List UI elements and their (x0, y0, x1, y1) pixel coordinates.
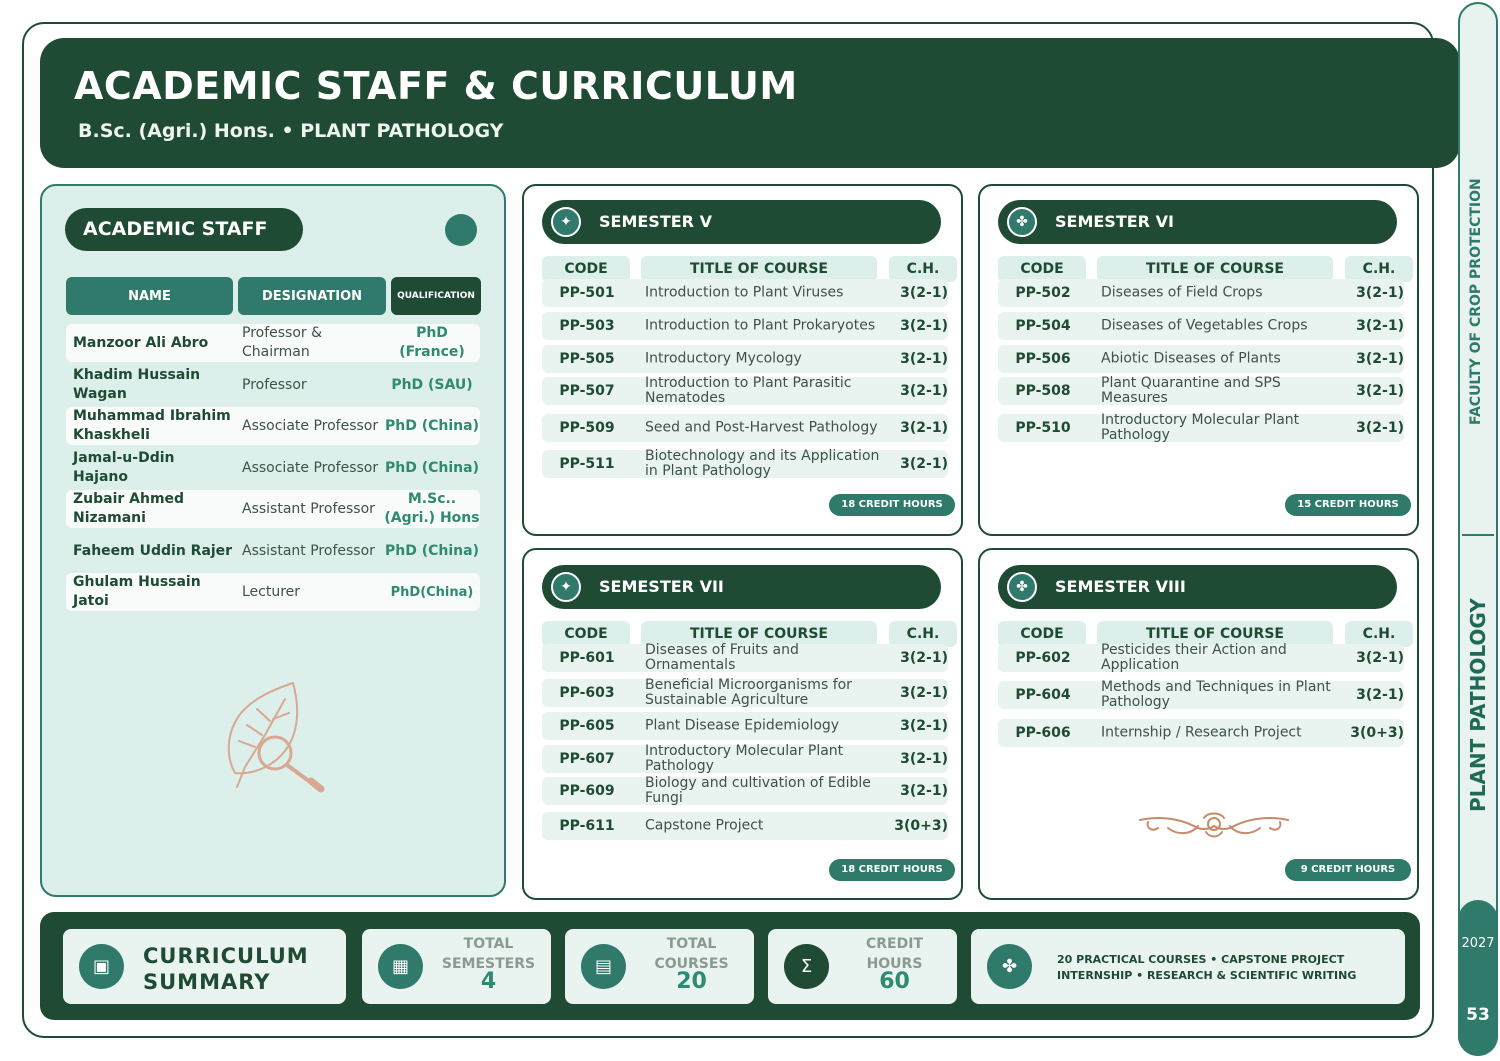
calendar-icon: ▦ (378, 944, 423, 989)
credit-hours-box (768, 929, 957, 1004)
course-row (542, 312, 948, 340)
course-code: PP-604 (1015, 687, 1071, 703)
staff-qualification: PhD (France) (399, 325, 465, 360)
strip-divider (1462, 534, 1494, 536)
col-header-name: NAME (66, 277, 233, 315)
course-title: Biology and cultivation of Edible Fungi (645, 775, 871, 806)
col-header-title: TITLE OF COURSE (641, 621, 877, 647)
staff-designation: Assistant Professor (242, 542, 375, 559)
course-credit-hours: 3(2-1) (900, 783, 948, 799)
total-semesters-value: 4 (480, 969, 497, 994)
course-title: Diseases of Vegetables Crops (1101, 317, 1308, 334)
col-header-designation: DESIGNATION (238, 277, 386, 315)
total-courses-value: 20 (676, 969, 707, 994)
course-row (542, 279, 948, 307)
col-header-ch: C.H. (889, 256, 957, 282)
summary-notes-box (971, 929, 1405, 1004)
staff-name: Ghulam Hussain Jatoi (73, 574, 201, 609)
course-credit-hours: 3(2-1) (1356, 687, 1404, 703)
col-header-code: CODE (998, 256, 1086, 282)
course-code: PP-502 (1015, 285, 1071, 301)
page-number: 53 (1466, 1005, 1490, 1025)
staff-row (66, 573, 480, 611)
staff-qualification: PhD (SAU) (391, 376, 473, 393)
star-icon: ✦ (551, 207, 581, 237)
col-header-code: CODE (542, 256, 630, 282)
page-subtitle: B.Sc. (Agri.) Hons. • PLANT PATHOLOGY (78, 120, 504, 142)
course-title: Plant Disease Epidemiology (645, 717, 840, 734)
credit-hours-badge: 18 CREDIT HOURS (829, 494, 955, 516)
course-code: PP-601 (559, 650, 615, 666)
staff-name: Jamal-u-Ddin Hajano (73, 450, 175, 485)
semester-header (998, 200, 1397, 244)
total-semesters-box (362, 929, 551, 1004)
course-row (542, 712, 948, 740)
clover-icon: ✤ (987, 944, 1032, 989)
course-title: Internship / Research Project (1101, 724, 1302, 741)
summary-note-2: INTERNSHIP • RESEARCH & SCIENTIFIC WRITING (1057, 969, 1357, 982)
clover-icon: ✤ (1007, 572, 1037, 602)
course-credit-hours: 3(2-1) (900, 650, 948, 666)
course-title: Plant Quarantine and SPS Measures (1101, 375, 1281, 406)
staff-qualification: PhD(China) (390, 584, 474, 600)
star-icon: ✦ (551, 572, 581, 602)
staff-designation: Associate Professor (242, 417, 379, 434)
course-credit-hours: 3(2-1) (900, 285, 948, 301)
list-icon: ▤ (581, 944, 626, 989)
total-courses-label: TOTAL COURSES (654, 936, 729, 972)
staff-designation: Lecturer (242, 583, 301, 600)
staff-qualification: M.Sc.. (Agri.) Hons (384, 491, 480, 526)
course-code: PP-508 (1015, 383, 1071, 399)
col-header-title: TITLE OF COURSE (1097, 621, 1333, 647)
course-title: Introduction to Plant Prokaryotes (645, 317, 876, 334)
page-tab (1458, 900, 1498, 1056)
staff-name: Faheem Uddin Rajer (73, 542, 233, 559)
staff-row (66, 407, 480, 445)
course-code: PP-510 (1015, 420, 1071, 436)
course-code: PP-602 (1015, 650, 1071, 666)
course-row (998, 414, 1404, 442)
col-header-title: TITLE OF COURSE (1097, 256, 1333, 282)
page-title: ACADEMIC STAFF & CURRICULUM (74, 64, 798, 108)
course-row (542, 644, 948, 672)
leaf-magnifier-icon (215, 675, 330, 795)
staff-row (66, 324, 480, 362)
course-row (998, 279, 1404, 307)
course-code: PP-503 (559, 318, 615, 334)
course-title: Diseases of Fruits and Ornamentals (645, 642, 799, 673)
course-row (542, 345, 948, 373)
course-code: PP-607 (559, 751, 615, 767)
course-title: Introduction to Plant Parasitic Nematodes (645, 375, 852, 406)
staff-name: Muhammad Ibrahim Khaskheli (73, 408, 231, 443)
staff-row (66, 366, 480, 404)
course-credit-hours: 3(2-1) (900, 751, 948, 767)
course-row (542, 377, 948, 405)
semester-title: SEMESTER VII (599, 577, 724, 596)
course-title: Capstone Project (645, 817, 764, 834)
course-title: Abiotic Diseases of Plants (1101, 350, 1281, 367)
col-header-qualification: QUALIFICATION (391, 277, 481, 315)
staff-qualification: PhD (China) (385, 542, 479, 559)
course-credit-hours: 3(2-1) (1356, 351, 1404, 367)
course-credit-hours: 3(0+3) (1350, 725, 1404, 741)
staff-qualification: PhD (China) (385, 417, 479, 434)
col-header-ch: C.H. (1345, 256, 1413, 282)
course-row (998, 345, 1404, 373)
col-header-code: CODE (542, 621, 630, 647)
course-credit-hours: 3(2-1) (1356, 420, 1404, 436)
total-courses-box (565, 929, 754, 1004)
staff-name: Manzoor Ali Abro (73, 334, 209, 351)
faculty-label: FACULTY OF CROP PROTECTION (1468, 178, 1484, 425)
course-credit-hours: 3(2-1) (900, 456, 948, 472)
course-row (998, 644, 1404, 672)
staff-name: Khadim Hussain Wagan (73, 367, 201, 402)
course-title: Pesticides their Action and Application (1101, 642, 1287, 673)
course-title: Biotechnology and its Application in Plant Pathology (645, 448, 880, 479)
course-credit-hours: 3(0+3) (894, 818, 948, 834)
course-row (998, 719, 1404, 747)
ornament-icon (1138, 810, 1290, 842)
grid-square-icon: ▣ (79, 944, 124, 989)
course-code: PP-606 (1015, 725, 1071, 741)
year-label: 2027 (1461, 936, 1495, 951)
sigma-icon: Σ (784, 944, 829, 989)
course-title: Methods and Techniques in Plant Pathology (1101, 679, 1331, 710)
course-credit-hours: 3(2-1) (1356, 650, 1404, 666)
col-header-title: TITLE OF COURSE (641, 256, 877, 282)
staff-designation: Professor & Chairman (242, 325, 323, 360)
course-code: PP-511 (559, 456, 615, 472)
staff-row (66, 490, 480, 528)
course-title: Introductory Mycology (645, 350, 802, 367)
course-code: PP-505 (559, 351, 615, 367)
course-title: Introduction to Plant Viruses (645, 284, 844, 301)
staff-designation: Associate Professor (242, 459, 379, 476)
page-header (40, 38, 1460, 168)
course-credit-hours: 3(2-1) (900, 351, 948, 367)
course-code: PP-605 (559, 718, 615, 734)
total-semesters-label: TOTAL SEMESTERS (441, 936, 536, 972)
semester-header (542, 565, 941, 609)
credit-hours-badge: 18 CREDIT HOURS (829, 859, 955, 881)
course-row (542, 745, 948, 773)
academic-staff-title: ACADEMIC STAFF (65, 208, 303, 251)
course-credit-hours: 3(2-1) (900, 318, 948, 334)
semester-title: SEMESTER V (599, 212, 712, 231)
staff-name: Zubair Ahmed Nizamani (73, 491, 185, 526)
semester-title: SEMESTER VI (1055, 212, 1174, 231)
col-header-code: CODE (998, 621, 1086, 647)
clover-icon: ✤ (1007, 207, 1037, 237)
course-credit-hours: 3(2-1) (1356, 285, 1404, 301)
credit-hours-badge: 15 CREDIT HOURS (1285, 494, 1411, 516)
course-row (542, 812, 948, 840)
course-row (542, 450, 948, 478)
semester-title: SEMESTER VIII (1055, 577, 1186, 596)
department-label: PLANT PATHOLOGY (1466, 598, 1490, 812)
summary-title: CURRICULUM SUMMARY (143, 944, 309, 994)
staff-designation: Assistant Professor (242, 500, 375, 517)
col-header-ch: C.H. (1345, 621, 1413, 647)
course-code: PP-609 (559, 783, 615, 799)
course-credit-hours: 3(2-1) (900, 383, 948, 399)
course-row (542, 414, 948, 442)
course-code: PP-504 (1015, 318, 1071, 334)
course-code: PP-611 (559, 818, 615, 834)
summary-title-box (63, 929, 346, 1004)
side-strip (1458, 2, 1498, 1056)
course-title: Introductory Molecular Plant Pathology (1101, 412, 1300, 443)
decorative-dot (445, 214, 477, 246)
course-credit-hours: 3(2-1) (900, 420, 948, 436)
summary-note-1: 20 PRACTICAL COURSES • CAPSTONE PROJECT (1057, 953, 1345, 966)
staff-qualification: PhD (China) (385, 459, 479, 476)
semester-header (998, 565, 1397, 609)
course-code: PP-509 (559, 420, 615, 436)
course-code: PP-506 (1015, 351, 1071, 367)
course-code: PP-507 (559, 383, 615, 399)
course-credit-hours: 3(2-1) (1356, 318, 1404, 334)
course-row (998, 377, 1404, 405)
staff-designation: Professor (242, 376, 307, 393)
course-code: PP-603 (559, 685, 615, 701)
credit-hours-label: CREDIT HOURS (866, 936, 923, 972)
course-credit-hours: 3(2-1) (900, 718, 948, 734)
semester-header (542, 200, 941, 244)
course-credit-hours: 3(2-1) (900, 685, 948, 701)
course-title: Introductory Molecular Plant Pathology (645, 743, 844, 774)
credit-hours-value: 60 (879, 969, 910, 994)
course-row (542, 777, 948, 805)
course-row (998, 312, 1404, 340)
credit-hours-badge: 9 CREDIT HOURS (1285, 859, 1411, 881)
course-title: Diseases of Field Crops (1101, 284, 1263, 301)
course-row (542, 679, 948, 707)
course-title: Seed and Post-Harvest Pathology (645, 419, 878, 436)
staff-row (66, 532, 480, 570)
staff-row (66, 449, 480, 487)
course-title: Beneficial Microorganisms for Sustainable Agriculture (645, 677, 852, 708)
col-header-ch: C.H. (889, 621, 957, 647)
course-code: PP-501 (559, 285, 615, 301)
course-row (998, 681, 1404, 709)
course-credit-hours: 3(2-1) (1356, 383, 1404, 399)
